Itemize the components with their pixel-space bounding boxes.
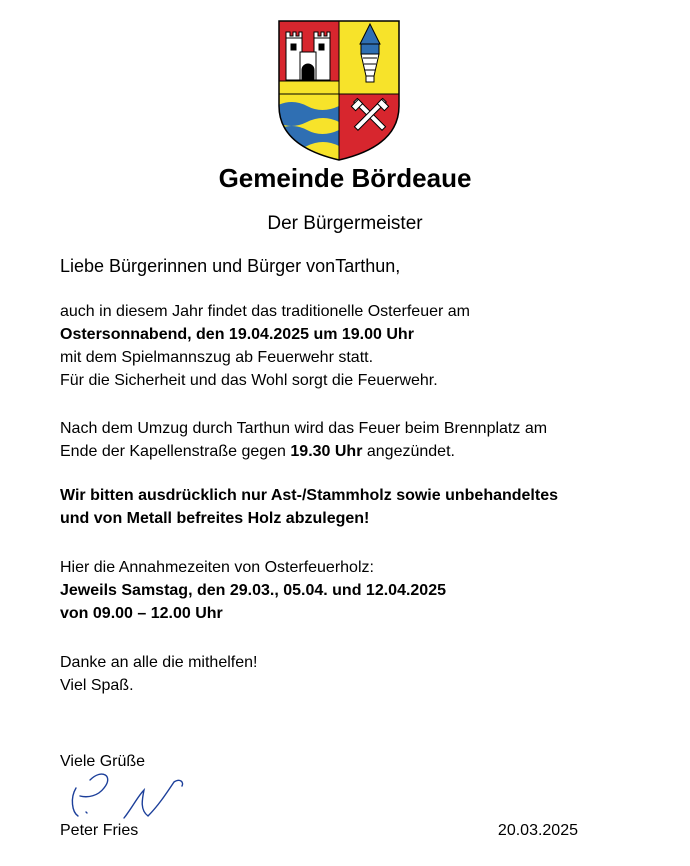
paragraph-collection-times bbox=[60, 556, 446, 625]
paragraph-wood-notice bbox=[60, 484, 558, 530]
collection-dates: Jeweils Samstag, den 29.03., 05.04. und 12.04.2025 bbox=[60, 582, 446, 599]
paragraph-line: und von Metall befreites Holz abzulegen! bbox=[60, 510, 370, 527]
paragraph-line: Hier die Annahmezeiten von Osterfeuerholz: bbox=[60, 559, 374, 576]
paragraph-line: Nach dem Umzug durch Tarthun wird das Feuer beim Brennplatz am bbox=[60, 420, 548, 437]
signature bbox=[62, 768, 212, 826]
ignition-time: 19.30 Uhr bbox=[290, 443, 363, 460]
coat-of-arms bbox=[276, 18, 402, 162]
page-title: Gemeinde Bördeaue bbox=[218, 163, 472, 193]
collection-hours: von 09.00 – 12.00 Uhr bbox=[60, 605, 223, 622]
salutation: Liebe Bürgerinnen und Bürger vonTarthun, bbox=[60, 256, 401, 276]
paragraph-route bbox=[60, 417, 547, 463]
event-date-line: Ostersonnabend, den 19.04.2025 um 19.00 Uhr bbox=[60, 326, 414, 343]
paragraph-thanks bbox=[60, 651, 257, 697]
paragraph-line bbox=[60, 440, 547, 463]
text-segment: Ende der Kapellenstraße gegen bbox=[60, 443, 291, 460]
paragraph-line: Viel Spaß. bbox=[60, 677, 134, 694]
text-segment: angezündet. bbox=[362, 443, 455, 460]
signer-name: Peter Fries bbox=[60, 822, 139, 839]
paragraph-line: Danke an alle die mithelfen! bbox=[60, 654, 258, 671]
letter-date: 20.03.2025 bbox=[497, 822, 578, 839]
paragraph-line: Wir bitten ausdrücklich nur Ast-/Stammholz sowie unbehandeltes bbox=[60, 487, 558, 504]
paragraph-line: Für die Sicherheit und das Wohl sorgt die Feuerwehr. bbox=[60, 372, 438, 389]
paragraph-event bbox=[60, 300, 470, 392]
page-subtitle: Der Bürgermeister bbox=[267, 213, 423, 234]
closing-greeting: Viele Grüße bbox=[60, 753, 146, 770]
paragraph-line: mit dem Spielmannszug ab Feuerwehr statt. bbox=[60, 349, 374, 366]
paragraph-line: auch in diesem Jahr findet das traditionelle Osterfeuer am bbox=[60, 303, 470, 320]
